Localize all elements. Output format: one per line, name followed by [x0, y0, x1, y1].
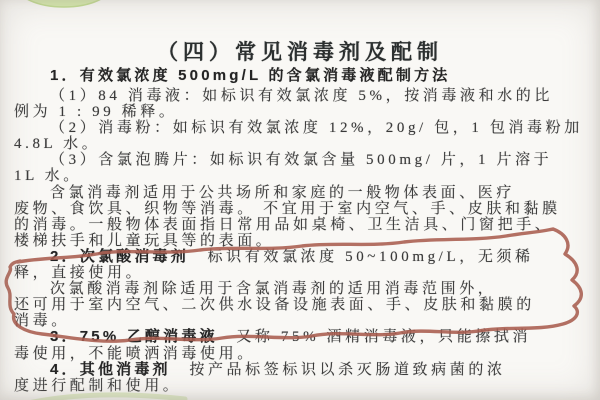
document-line: 例为 1 : 99 稀释。	[14, 104, 178, 121]
document-line: 还可用于室内空气、二次供水设备设施表面、手、皮肤和黏膜的	[14, 297, 535, 314]
document-line: 次氯酸消毒剂除适用于含氯消毒剂的适用消毒范围外，	[50, 281, 497, 298]
top-left-leaf-decoration	[16, 0, 112, 7]
bottom-left-leaf-decoration	[28, 395, 185, 400]
document-line: 废物、食饮具、织物等消毒。 不宜用于室内空气、手、皮肤和黏膜	[14, 200, 561, 217]
document-line: 3．75% 乙醇消毒液 又称 75% 酒精消毒液，只能擦拭消	[50, 328, 532, 346]
document-line: 1L 水。	[14, 168, 82, 185]
document-line: 4．其他消毒剂 按产品标签标识以杀灭肠道致病菌的浓	[50, 360, 506, 378]
document-line: 的消毒。一般物体表面指日常用品如桌椅、卫生洁具、门窗把手、	[14, 216, 554, 233]
document-line: （1）84 消毒液：如标识有效氯浓度 5%，按消毒液和水的比	[50, 88, 553, 104]
document-line: （2）消毒粉：如标识有效氯浓度 12%，20g/ 包，1 包消毒粉加	[50, 120, 583, 137]
document-line: 1．有效氯浓度 500mg/L 的含氯消毒液配制方法	[50, 67, 451, 84]
document-line: 含氯消毒剂适用于公共场所和家庭的一般物体表面、医疗	[50, 184, 516, 201]
document-line: （3）含氯泡腾片：如标识有效氯含量 500mg/ 片，1 片溶于	[50, 152, 553, 169]
document-body	[14, 67, 586, 394]
page-title: （四）常见消毒剂及配制	[157, 41, 443, 64]
document-line: 释，直接使用。	[14, 265, 145, 282]
document-line: 度进行配制和使用。	[14, 377, 182, 394]
document-line: 楼梯扶手和儿童玩具等的表面。	[14, 232, 275, 249]
document-line: 4.8L 水。	[14, 136, 101, 153]
document-line: 消毒。	[14, 313, 70, 330]
document-line: 毒使用，不能喷洒消毒使用。	[14, 345, 256, 362]
document-line: 2．次氯酸消毒剂 标识有效氯浓度 50~100mg/L，无须稀	[50, 247, 534, 265]
